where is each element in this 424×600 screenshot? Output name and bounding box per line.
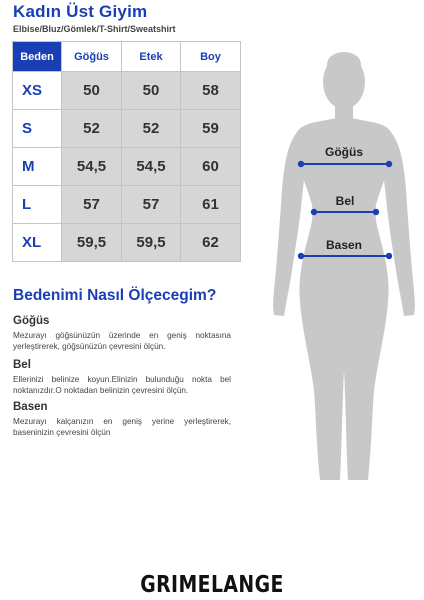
body-figure xyxy=(270,40,420,500)
size-cell: L xyxy=(13,186,62,224)
chest-left-dot xyxy=(298,161,304,167)
boy-cell: 59 xyxy=(181,110,241,148)
guide-text-bel: Ellerinizi belinize koyun.Elinizin bulunduğu nokta bel noktanızdır.O noktadan belinizin çevresini ölçün. xyxy=(13,375,231,395)
size-cell: XL xyxy=(13,224,62,262)
size-table xyxy=(12,41,241,262)
etek-cell: 50 xyxy=(122,72,181,110)
page-subtitle: Elbise/Bluz/Gömlek/T-Shirt/Sweatshirt xyxy=(13,24,176,34)
hair-shape xyxy=(327,52,361,76)
torso-legs-shape xyxy=(295,118,394,480)
table-header-row xyxy=(13,42,241,72)
gogus-cell: 52 xyxy=(62,110,122,148)
waist-right-dot xyxy=(373,209,379,215)
header-boy: Boy xyxy=(181,42,241,72)
chest-right-dot xyxy=(386,161,392,167)
gogus-cell: 59,5 xyxy=(62,224,122,262)
gogus-cell: 54,5 xyxy=(62,148,122,186)
etek-cell: 54,5 xyxy=(122,148,181,186)
etek-cell: 59,5 xyxy=(122,224,181,262)
hips-label: Basen xyxy=(325,238,363,252)
page-title: Kadın Üst Giyim xyxy=(13,2,148,21)
guide-text-gogus: Mezurayı göğsünüzün üzerinde en geniş noktasına yerleştirerek, göğsünüzün çevresini ölçün. xyxy=(13,331,231,351)
guide-heading-basen: Basen xyxy=(13,401,48,413)
brand-logo: GRIMELANGE xyxy=(140,572,284,598)
header-gogus: Göğüs xyxy=(62,42,122,72)
body-silhouette xyxy=(273,52,415,480)
table-row xyxy=(13,186,241,224)
size-cell: M xyxy=(13,148,62,186)
header-etek: Etek xyxy=(122,42,181,72)
guide-title: Bedenimi Nasıl Ölçecegim? xyxy=(13,287,217,304)
boy-cell: 62 xyxy=(181,224,241,262)
size-cell: S xyxy=(13,110,62,148)
gogus-cell: 57 xyxy=(62,186,122,224)
etek-cell: 52 xyxy=(122,110,181,148)
etek-cell: 57 xyxy=(122,186,181,224)
header-beden: Beden xyxy=(13,42,62,72)
table-row xyxy=(13,148,241,186)
boy-cell: 60 xyxy=(181,148,241,186)
size-cell: XS xyxy=(13,72,62,110)
hips-left-dot xyxy=(298,253,304,259)
chest-label: Göğüs xyxy=(325,145,363,159)
guide-heading-gogus: Göğüs xyxy=(13,315,50,327)
guide-heading-bel: Bel xyxy=(13,359,31,371)
hips-right-dot xyxy=(386,253,392,259)
table-row xyxy=(13,72,241,110)
waist-left-dot xyxy=(311,209,317,215)
table-row xyxy=(13,224,241,262)
guide-text-basen: Mezurayı kalçanızın en geniş yerine yerleştirerek, baseninizin çevresini ölçün xyxy=(13,417,231,437)
gogus-cell: 50 xyxy=(62,72,122,110)
waist-label: Bel xyxy=(335,194,355,208)
boy-cell: 61 xyxy=(181,186,241,224)
boy-cell: 58 xyxy=(181,72,241,110)
table-row xyxy=(13,110,241,148)
